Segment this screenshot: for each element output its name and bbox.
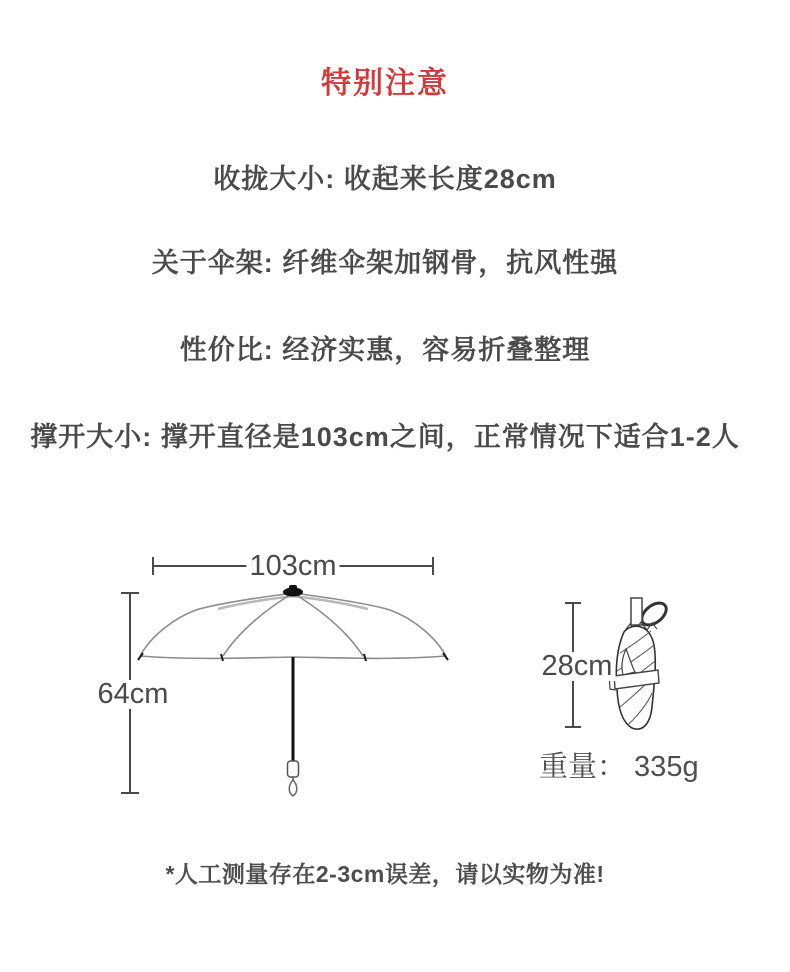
umbrella-wrist-strap (289, 780, 297, 796)
folded-tip (631, 598, 642, 625)
footer-note: *人工测量存在2-3cm误差，请以实物为准! (165, 861, 605, 887)
page-title: 特别注意 (321, 67, 449, 100)
width-dimension-label: 103cm (246, 552, 339, 581)
weight-label: 重量： 335g (539, 751, 699, 783)
canopy-right-edge (293, 593, 446, 656)
height-dimension-label: 64cm (95, 680, 172, 709)
canopy-left-edge (140, 593, 293, 656)
spec-frame: 关于伞架: 纤维伞架加钢骨，抗风性强 (151, 248, 619, 278)
umbrella-handle (288, 761, 299, 777)
open-umbrella-icon (138, 585, 448, 796)
length-dimension-label: 28cm (539, 652, 616, 681)
spec-open-size: 撑开大小: 撑开直径是103cm之间，正常情况下适合1-2人 (30, 422, 740, 452)
spec-folded-size: 收拢大小: 收起来长度28cm (213, 164, 557, 194)
spec-value: 性价比: 经济实惠，容易折叠整理 (179, 335, 591, 365)
folded-umbrella-icon (609, 598, 670, 729)
